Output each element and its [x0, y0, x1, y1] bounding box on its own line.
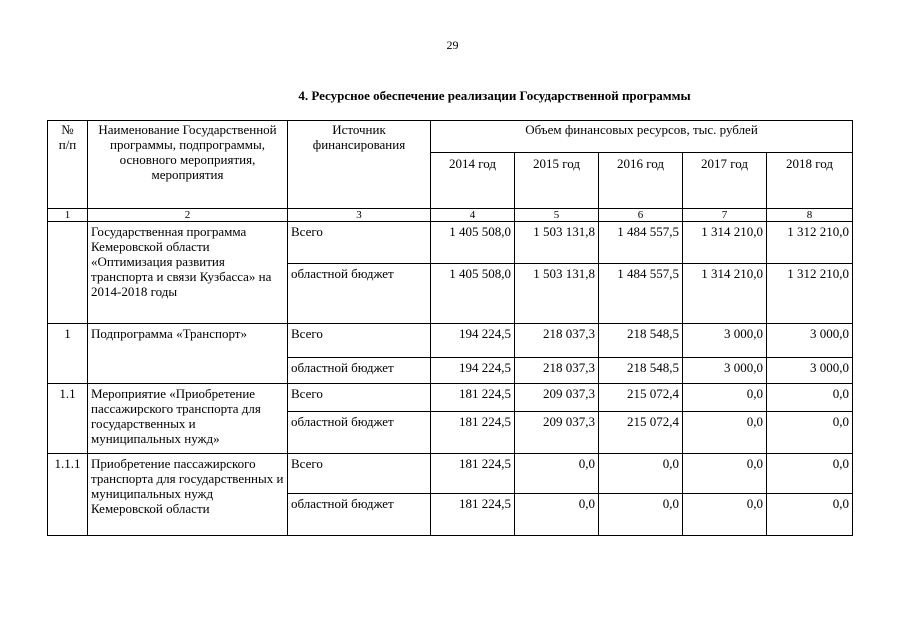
value-cell: 1 314 210,0	[683, 222, 767, 264]
source-cell: Всего	[288, 324, 431, 358]
value-cell: 194 224,5	[431, 324, 515, 358]
value-cell: 209 037,3	[515, 384, 599, 412]
value-cell: 1 312 210,0	[767, 264, 853, 324]
value-cell: 215 072,4	[599, 384, 683, 412]
value-cell: 0,0	[683, 494, 767, 536]
column-number: 2	[88, 209, 288, 222]
item-name: Мероприятие «Приобретение пассажирского транспорта для государственных и муниципальных нужд»	[88, 384, 288, 454]
header-year: 2016 год	[599, 153, 683, 209]
row-number	[48, 222, 88, 324]
column-number: 8	[767, 209, 853, 222]
value-cell: 0,0	[599, 494, 683, 536]
column-number: 3	[288, 209, 431, 222]
header-year: 2017 год	[683, 153, 767, 209]
column-number: 7	[683, 209, 767, 222]
value-cell: 0,0	[683, 454, 767, 494]
header-source: Источник финансирования	[288, 121, 431, 209]
column-number: 4	[431, 209, 515, 222]
value-cell: 209 037,3	[515, 412, 599, 454]
header-year: 2015 год	[515, 153, 599, 209]
source-cell: областной бюджет	[288, 358, 431, 384]
value-cell: 1 312 210,0	[767, 222, 853, 264]
value-cell: 3 000,0	[683, 324, 767, 358]
value-cell: 215 072,4	[599, 412, 683, 454]
value-cell: 1 405 508,0	[431, 264, 515, 324]
value-cell: 1 405 508,0	[431, 222, 515, 264]
column-number: 5	[515, 209, 599, 222]
value-cell: 0,0	[683, 384, 767, 412]
section-title: 4. Ресурсное обеспечение реализации Государственной программы	[298, 88, 691, 103]
source-cell: Всего	[288, 454, 431, 494]
row-number: 1	[48, 324, 88, 384]
value-cell: 1 314 210,0	[683, 264, 767, 324]
value-cell: 0,0	[515, 454, 599, 494]
value-cell: 0,0	[767, 384, 853, 412]
value-cell: 181 224,5	[431, 454, 515, 494]
value-cell: 0,0	[767, 412, 853, 454]
row-number: 1.1.1	[48, 454, 88, 536]
value-cell: 0,0	[767, 454, 853, 494]
value-cell: 0,0	[515, 494, 599, 536]
value-cell: 218 548,5	[599, 324, 683, 358]
value-cell: 1 503 131,8	[515, 222, 599, 264]
header-volume: Объем финансовых ресурсов, тыс. рублей	[431, 121, 853, 153]
item-name: Государственная программа Кемеровской области «Оптимизация развития транспорта и связи Кузбасса» на 2014-2018 годы	[88, 222, 288, 324]
value-cell: 181 224,5	[431, 494, 515, 536]
value-cell: 1 503 131,8	[515, 264, 599, 324]
value-cell: 0,0	[767, 494, 853, 536]
header-num: № п/п	[48, 121, 88, 209]
value-cell: 181 224,5	[431, 412, 515, 454]
header-name: Наименование Государственной программы, подпрограммы, основного мероприятия, мероприятия	[88, 121, 288, 209]
row-number: 1.1	[48, 384, 88, 454]
value-cell: 194 224,5	[431, 358, 515, 384]
value-cell: 3 000,0	[683, 358, 767, 384]
value-cell: 3 000,0	[767, 324, 853, 358]
page-number: 29	[446, 38, 459, 52]
value-cell: 1 484 557,5	[599, 264, 683, 324]
value-cell: 218 037,3	[515, 324, 599, 358]
source-cell: областной бюджет	[288, 264, 431, 324]
value-cell: 218 548,5	[599, 358, 683, 384]
source-cell: областной бюджет	[288, 412, 431, 454]
source-cell: областной бюджет	[288, 494, 431, 536]
source-cell: Всего	[288, 384, 431, 412]
value-cell: 3 000,0	[767, 358, 853, 384]
header-year: 2018 год	[767, 153, 853, 209]
resource-table	[47, 120, 853, 536]
value-cell: 1 484 557,5	[599, 222, 683, 264]
item-name: Приобретение пассажирского транспорта для государственных и муниципальных нужд Кемеровской области	[88, 454, 288, 536]
value-cell: 218 037,3	[515, 358, 599, 384]
item-name: Подпрограмма «Транспорт»	[88, 324, 288, 384]
value-cell: 0,0	[683, 412, 767, 454]
value-cell: 0,0	[599, 454, 683, 494]
column-number: 1	[48, 209, 88, 222]
column-number: 6	[599, 209, 683, 222]
header-year: 2014 год	[431, 153, 515, 209]
source-cell: Всего	[288, 222, 431, 264]
value-cell: 181 224,5	[431, 384, 515, 412]
